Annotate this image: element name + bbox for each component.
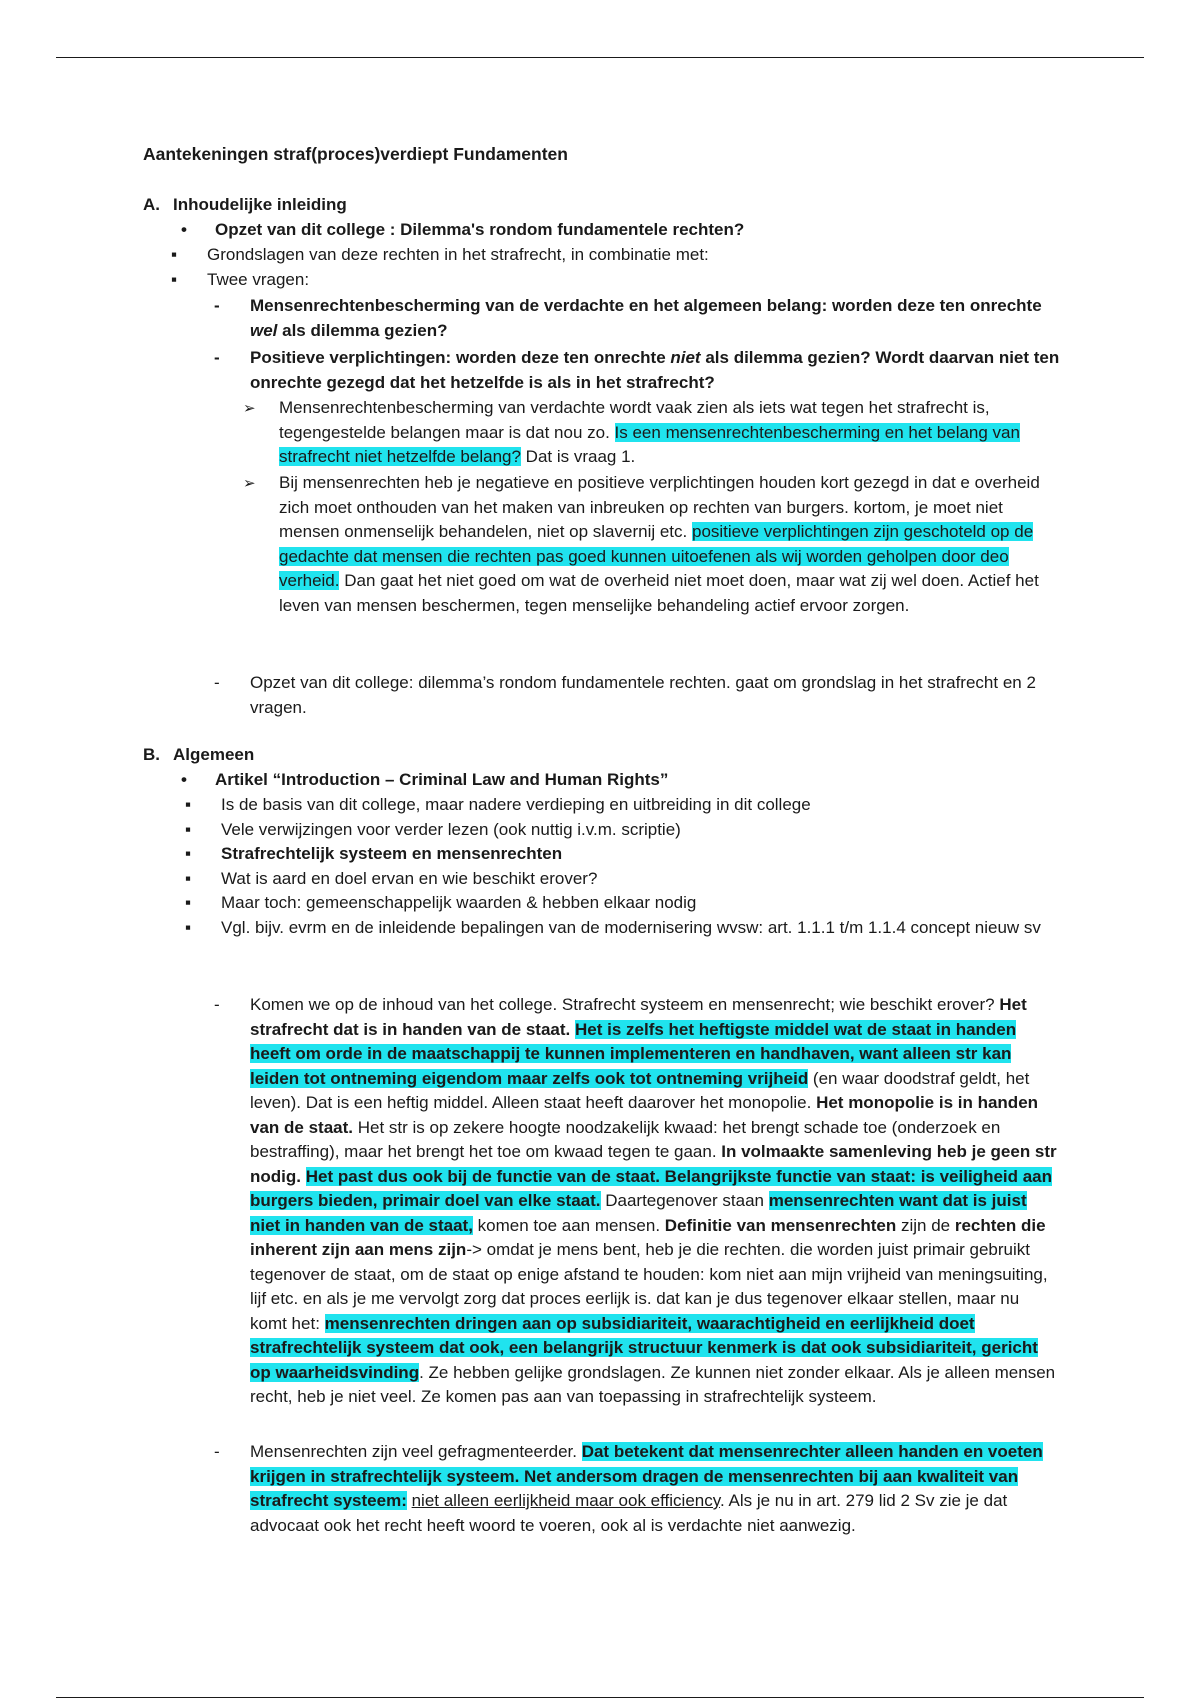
square-bullet-icon xyxy=(185,916,191,941)
highlight: Het is zelfs het heftigste middel wat de staat in handen heeft om orde in de maatschappij te kunnen implementeren en handhaven, want alleen str kan leiden tot ontneming eigendom maar zelfs ook tot ontneming vrijheid xyxy=(250,1019,1017,1088)
list-item: ▪ Wat is aard en doel ervan en wie beschikt erover? xyxy=(221,867,1061,892)
underlined-text: niet alleen eerlijkheid maar ook efficiency xyxy=(411,1491,720,1510)
section-a-heading xyxy=(143,193,347,218)
arrow-bullet-icon xyxy=(243,396,256,422)
list-item: ▪ Vele verwijzingen voor verder lezen (ook nuttig i.v.m. scriptie) xyxy=(221,818,1061,843)
square-bullet-icon xyxy=(171,268,177,293)
dash-marker xyxy=(214,294,220,319)
square-bullet-icon xyxy=(185,867,191,892)
highlight: positieve verplichtingen zijn geschoteld op de gedachte dat mensen die rechten pas goed kunnen uitoefenen als wij worden geholpen door deo verheid. xyxy=(279,522,1034,590)
list-item: ▪ Vgl. bijv. evrm en de inleidende bepalingen van de modernisering wvsw: art. 1.1.1 t/m 1.1.4 concept nieuw sv xyxy=(221,916,1061,941)
article-title: Artikel “Introduction – Criminal Law and Human Rights” xyxy=(215,770,669,789)
section-b-bullet xyxy=(215,768,1065,793)
list-item: ▪ Maar toch: gemeenschappelijk waarden & hebben elkaar nodig xyxy=(221,891,1061,916)
highlight: Het past dus ook bij de functie van de staat. Belangrijkste functie van staat: is veiligheid aan burgers bieden, primair doel van elke staat. xyxy=(250,1166,1053,1210)
paragraph-criminal-law-and-human-rights: - Komen we op de inhoud van het college. Strafrecht systeem en mensenrecht; wie beschikt erover? Het strafrecht dat is in handen van de staat. Het is zelfs het heftigste middel wat de staat in handen heeft om orde in de maatschappij te kunnen implementeren en handhaven, want alleen str kan leiden tot ontneming eigendom maar zelfs ook tot ontneming vrijheid (en waar doodstraf geldt, het leven). Dat is een heftig middel. Alleen staat heeft daarover het monopolie. Het monopolie is in handen van de staat. Het str is op zekere hoogte noodzakelijk kwaad: het brengt schade toe (onderzoek en bestraffing), maar het brengt het toe om kwaad tegen te gaan. In volmaakte samenleving heb je geen str nodig. Het past dus ook bij de functie van de staat. Belangrijkste functie van staat: is veiligheid aan burgers bieden, primair doel van elke staat. Daartegenover staan mensenrechten want dat is juist niet in handen van de staat, komen toe aan mensen. Definitie van mensenrechten zijn de rechten die inherent zijn aan mens zijn-> omdat je mens bent, heb je die rechten. die worden juist primair gebruikt tegenover de staat, om de staat op enige afstand te houden: kom niet aan mijn vrijheid van meningsuiting, lijf etc. en als je me vervolgt zorg dat proces eerlijk is. dat kan je dus tegenover elkaar stellen, maar nu komt het: mensenrechten dringen aan op subsidiariteit, waarachtigheid en eerlijkheid doet strafrechtelijk systeem dat ook, een belangrijk structuur kenmerk is dat ook subsidiariteit, gericht op waarheidsvinding. Ze hebben gelijke grondslagen. Ze kunnen niet zonder elkaar. Als je alleen mensen recht, heb je niet veel. Ze komen pas aan van toepassing in strafrechtelijk systeem. xyxy=(250,993,1060,1410)
dash-marker xyxy=(214,1440,220,1465)
section-a-item-text: Twee vragen: xyxy=(207,270,310,289)
arrow-bullet-icon xyxy=(243,471,256,497)
square-bullet-icon xyxy=(185,891,191,916)
highlight: Dat betekent dat mensenrechter alleen handen en voeten krijgen in strafrechtelijk systeem. Net andersom dragen de mensenrechten bij aan kwaliteit van strafrecht systeem: xyxy=(250,1442,1043,1510)
arrow-item-1: ➢ Mensenrechtenbescherming van verdachte wordt vaak zien als iets wat tegen het strafrecht is, tegengestelde belangen maar is dat nou zo. Is een mensenrechtenbescherming en het belang van strafrecht niet hetzelfde belang? Dat is vraag 1. xyxy=(279,396,1057,470)
round-bullet-icon xyxy=(181,218,187,243)
footer-rule xyxy=(56,1697,1144,1698)
section-b-letter: B. xyxy=(143,745,160,764)
highlight: Is een mensenrechtenbescherming en het belang van strafrecht niet hetzelfde belang? xyxy=(279,422,1020,466)
document-title: Aantekeningen straf(proces)verdiept Fundamenten xyxy=(143,144,568,164)
highlight: mensenrechten dringen aan op subsidiariteit, waarachtigheid en eerlijkheid doet strafrechtelijk systeem dat ook, een belangrijk structuur kenmerk is dat ook subsidiariteit, gericht op waarheidsvinding xyxy=(250,1313,1038,1382)
section-b-list xyxy=(221,793,1061,940)
college-setup-note: - Opzet van dit college: dilemma’s rondom fundamentele rechten. gaat om grondslag in het strafrecht en 2 vragen. xyxy=(250,671,1060,720)
section-a-bullet-text: Opzet van dit college : Dilemma's rondom fundamentele rechten? xyxy=(215,220,745,239)
section-a-title: Inhoudelijke inleiding xyxy=(173,195,347,214)
section-b-heading xyxy=(143,743,255,768)
square-bullet-icon xyxy=(185,818,191,843)
section-a-item-foundations xyxy=(207,243,1057,268)
dash-marker xyxy=(214,671,220,696)
square-bullet-icon xyxy=(171,243,177,268)
paragraph-fragmented-rights: - Mensenrechten zijn veel gefragmenteerder. Dat betekent dat mensenrechter alleen handen en voeten krijgen in strafrechtelijk systeem. Net andersom dragen de mensenrechten bij aan kwaliteit van strafrecht systeem: niet alleen eerlijkheid maar ook efficiency. Als je nu in art. 279 lid 2 Sv zie je dat advocaat ook het recht heeft woord te voeren, ook al is verdachte niet aanwezig. xyxy=(250,1440,1060,1538)
list-item: ▪ Strafrechtelijk systeem en mensenrechten xyxy=(221,842,1061,867)
section-b-title: Algemeen xyxy=(173,745,255,764)
question-2: - Positieve verplichtingen: worden deze ten onrechte niet als dilemma gezien? Wordt daarvan niet ten onrechte gezegd dat het hetzelfde is als in het strafrecht? xyxy=(250,346,1060,395)
round-bullet-icon xyxy=(181,768,187,793)
question-1: - Mensenrechtenbescherming van de verdachte en het algemeen belang: worden deze ten onrechte wel als dilemma gezien? xyxy=(250,294,1060,343)
section-a-item-text: Grondslagen van deze rechten in het strafrecht, in combinatie met: xyxy=(207,245,709,264)
section-a-item-questions xyxy=(207,268,1057,293)
section-a-letter: A. xyxy=(143,195,160,214)
list-item: ▪ Is de basis van dit college, maar nadere verdieping en uitbreiding in dit college xyxy=(221,793,1061,818)
dash-marker xyxy=(214,346,220,371)
section-a-bullet xyxy=(215,218,1065,243)
square-bullet-icon xyxy=(185,793,191,818)
arrow-item-2: ➢ Bij mensenrechten heb je negatieve en positieve verplichtingen houden kort gezegd in dat e overheid zich moet onthouden van het maken van inbreuken op rechten van burgers. kortom, je moet niet mensen onmenselijk behandelen, niet op slavernij etc. positieve verplichtingen zijn geschoteld op de gedachte dat mensen die rechten pas goed kunnen uitoefenen als wij worden geholpen door deo verheid. Dan gaat het niet goed om wat de overheid niet moet doen, maar wat zij wel doen. Actief het leven van mensen beschermen, tegen menselijke behandeling actief ervoor zorgen. xyxy=(279,471,1057,618)
square-bullet-icon xyxy=(185,842,191,867)
highlight: mensenrechten want dat is juist niet in handen van de staat, xyxy=(250,1191,1027,1235)
dash-marker xyxy=(214,993,220,1018)
header-rule xyxy=(56,57,1144,58)
